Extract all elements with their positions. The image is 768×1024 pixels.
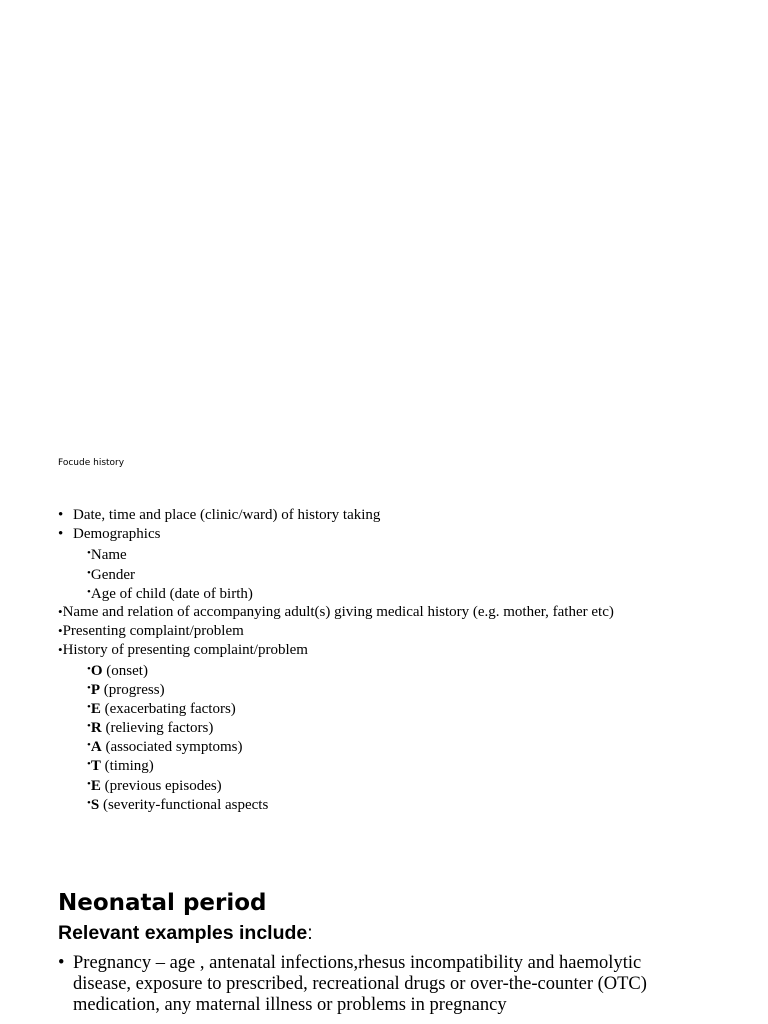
bullet-icon: •: [87, 720, 91, 733]
list-item-text: Presenting complaint/problem: [62, 623, 244, 640]
section-heading: Neonatal period: [58, 890, 267, 916]
list-item-text: Name: [90, 547, 127, 564]
mnemonic-text: (associated symptoms): [101, 739, 243, 756]
opqrstes-item: [58, 794, 738, 813]
bullet-icon: •: [87, 566, 91, 579]
mnemonic-text: (progress): [100, 681, 165, 698]
list-item: [58, 953, 698, 1016]
list-item-text: Demographics: [73, 526, 161, 543]
bullet-icon: •: [87, 547, 91, 560]
bullet-icon: •: [87, 758, 91, 771]
mnemonic-letter: R: [90, 720, 102, 737]
opqrstes-item: [58, 698, 738, 717]
bullet-icon: •: [58, 526, 64, 543]
section-subheading: [58, 920, 313, 946]
bullet-icon: •: [58, 603, 63, 619]
mnemonic-letter: A: [90, 739, 102, 756]
list-item: [58, 602, 738, 621]
opqrstes-item: [58, 755, 738, 774]
list-item: [58, 544, 738, 563]
bullet-icon: •: [87, 662, 91, 675]
list-item: [58, 506, 738, 525]
opqrstes-item: [58, 717, 738, 736]
bullet-icon: •: [87, 681, 91, 694]
mnemonic-text: (relieving factors): [101, 720, 214, 737]
mnemonic-letter: T: [90, 758, 101, 775]
bullet-icon: •: [87, 739, 91, 752]
list-item-text: History of presenting complaint/problem: [62, 642, 308, 659]
mnemonic-letter: E: [90, 777, 101, 794]
bullet-icon: •: [87, 700, 91, 713]
opqrstes-item: [58, 660, 738, 679]
mnemonic-letter: P: [90, 681, 101, 698]
bullet-icon: •: [58, 623, 63, 639]
bullet-icon: •: [87, 796, 91, 809]
list-item: [58, 525, 738, 544]
list-item: [58, 583, 738, 602]
slide-caption: Focude history: [58, 458, 125, 468]
bullet-icon: •: [87, 585, 91, 598]
bullet-icon: •: [58, 953, 65, 973]
history-list: [58, 506, 738, 813]
mnemonic-text: (severity-functional aspects: [99, 796, 269, 813]
mnemonic-letter: O: [90, 662, 103, 679]
list-item-text: Gender: [90, 566, 136, 583]
list-item-text: Date, time and place (clinic/ward) of history taking: [73, 507, 381, 523]
opqrstes-item: [58, 679, 738, 698]
mnemonic-letter: E: [90, 700, 101, 717]
subheading-colon: :: [307, 922, 313, 944]
list-item: [58, 564, 738, 583]
mnemonic-text: (timing): [100, 758, 154, 775]
list-item-text: Pregnancy – age , antenatal infections,rhesus incompatibility and haemolytic disease, exposure to prescribed, recreational drugs or over-the-counter (OTC) medication, any maternal illness or problems in pregnancy: [73, 953, 647, 1015]
list-item: [58, 640, 738, 659]
bullet-icon: •: [58, 507, 64, 523]
opqrstes-item: [58, 736, 738, 755]
mnemonic-text: (onset): [102, 662, 148, 679]
mnemonic-text: (exacerbating factors): [100, 700, 236, 717]
bullet-icon: •: [58, 642, 63, 658]
mnemonic-letter: S: [90, 796, 100, 813]
list-item: [58, 621, 738, 640]
mnemonic-text: (previous episodes): [100, 777, 222, 794]
subheading-text: Relevant examples include: [58, 922, 308, 944]
bullet-icon: •: [87, 777, 91, 790]
list-item-text: Name and relation of accompanying adult(s) giving medical history (e.g. mother, father etc): [62, 603, 614, 620]
opqrstes-item: [58, 775, 738, 794]
list-item-text: Age of child (date of birth): [90, 585, 253, 602]
examples-list: [58, 953, 698, 1016]
